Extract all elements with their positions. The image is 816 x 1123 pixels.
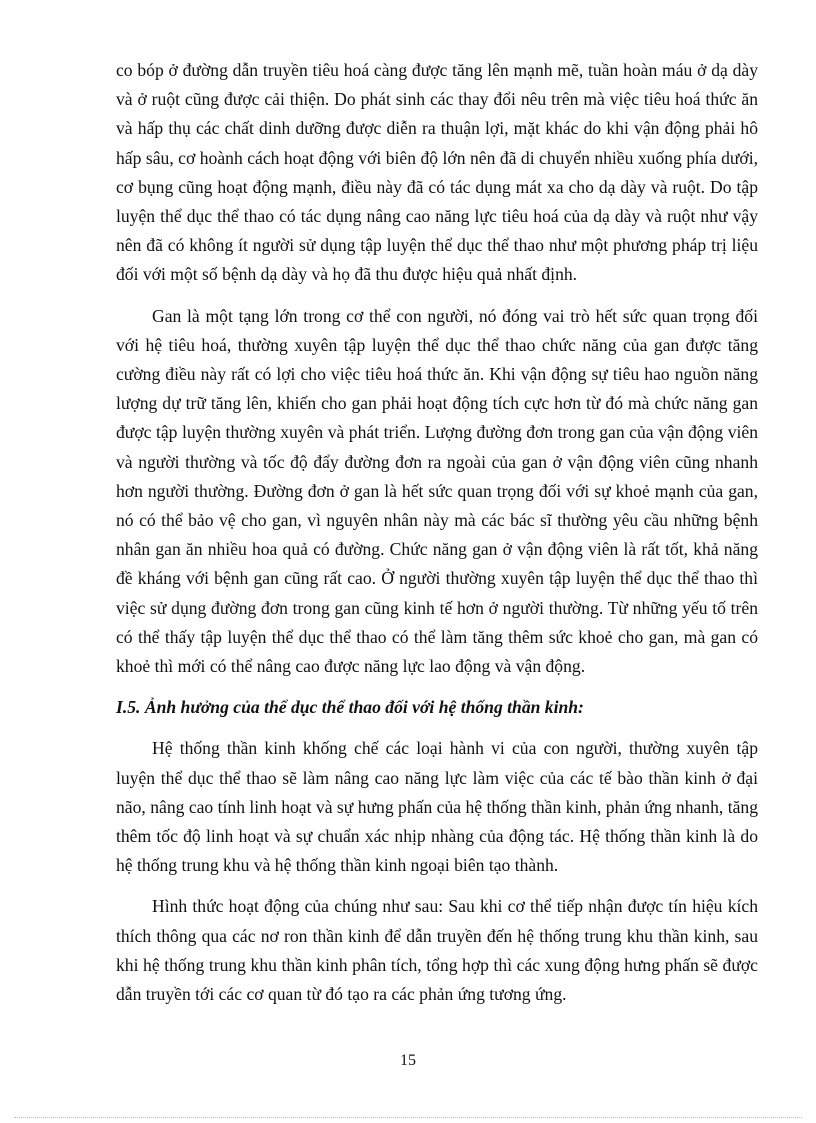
paragraph-digestion-continued: co bóp ở đường dẫn truyền tiêu hoá càng được tăng lên mạnh mẽ, tuần hoàn máu ở dạ dày và ở ruột cũng được cải thiện. Do phát sinh các thay đổi nêu trên mà việc tiêu hoá thức ăn và hấp thụ các chất dinh dưỡng được diễn ra thuận lợi, mặt khác do khi vận động phải hô hấp sâu, cơ hoành cách hoạt động với biên độ lớn nên đã di chuyển nhiều xuống phía dưới, cơ bụng cũng hoạt động mạnh, điều này đã có tác dụng mát xa cho dạ dày và ruột. Do tập luyện thể dục thể thao có tác dụng nâng cao năng lực tiêu hoá của dạ dày và ruột như vậy nên đã có không ít người sử dụng tập luyện thể dục thể thao như một phương pháp trị liệu đối với một số bệnh dạ dày và họ đã thu được hiệu quả nhất định. [116, 60, 758, 285]
section-heading-nervous-system: I.5. Ảnh hưởng của thể dục thể thao đối với hệ thống thần kinh: [116, 697, 584, 718]
footer-divider [14, 1117, 802, 1118]
paragraph-nervous-system: Hệ thống thần kinh khống chế các loại hành vi của con người, thường xuyên tập luyện thể dục thể thao sẽ làm nâng cao năng lực làm việc của các tế bào thần kinh ở đại não, nâng cao tính linh hoạt và sự hưng phấn của hệ thống thần kinh, phản ứng nhanh, tăng thêm tốc độ linh hoạt và sự chuẩn xác nhịp nhàng của động tác. Hệ thống thần kinh là do hệ thống trung khu và hệ thống thần kinh ngoại biên tạo thành. [116, 738, 758, 876]
page-content [116, 56, 758, 1009]
page-number: 15 [400, 1052, 416, 1069]
paragraph-liver: Gan là một tạng lớn trong cơ thể con người, nó đóng vai trò hết sức quan trọng đối với hệ tiêu hoá, thường xuyên tập luyện thể dục thể thao chức năng của gan được tăng cường điều này rất có lợi cho việc tiêu hoá thức ăn. Khi vận động sự tiêu hao nguồn năng lượng dự trữ tăng lên, khiến cho gan phải hoạt động tích cực hơn từ đó mà chức năng gan được tập luyện thường xuyên và phát triển. Lượng đường đơn trong gan của vận động viên và người thường và tốc độ đẩy đường đơn ra ngoài của gan ở vận động viên cũng nhanh hơn người thường. Đường đơn ở gan là hết sức quan trọng đối với sự khoẻ mạnh của gan, nó có thể bảo vệ cho gan, vì nguyên nhân này mà các bác sĩ thường yêu cầu những bệnh nhân gan ăn nhiều hoa quả có đường. Chức năng gan ở vận động viên là rất tốt, khả năng đề kháng với bệnh gan cũng rất cao. Ở người thường xuyên tập luyện thể dục thể thao thì việc sử dụng đường đơn trong gan cũng kinh tế hơn ở người thường. Từ những yếu tố trên có thể thấy tập luyện thể dục thể thao có thể làm tăng thêm sức khoẻ cho gan, mà gan có khoẻ thì mới có thể nâng cao được năng lực lao động và vận động. [116, 305, 758, 677]
paragraph-activity-form: Hình thức hoạt động của chúng như sau: Sau khi cơ thể tiếp nhận được tín hiệu kích thích thông qua các nơ ron thần kinh để dẫn truyền đến hệ thống trung khu thần kinh, sau khi hệ thống trung khu thần kinh phân tích, tổng hợp thì các xung động hưng phấn sẽ được dẫn truyền tới các cơ quan từ đó tạo ra các phản ứng tương ứng. [116, 896, 758, 1005]
